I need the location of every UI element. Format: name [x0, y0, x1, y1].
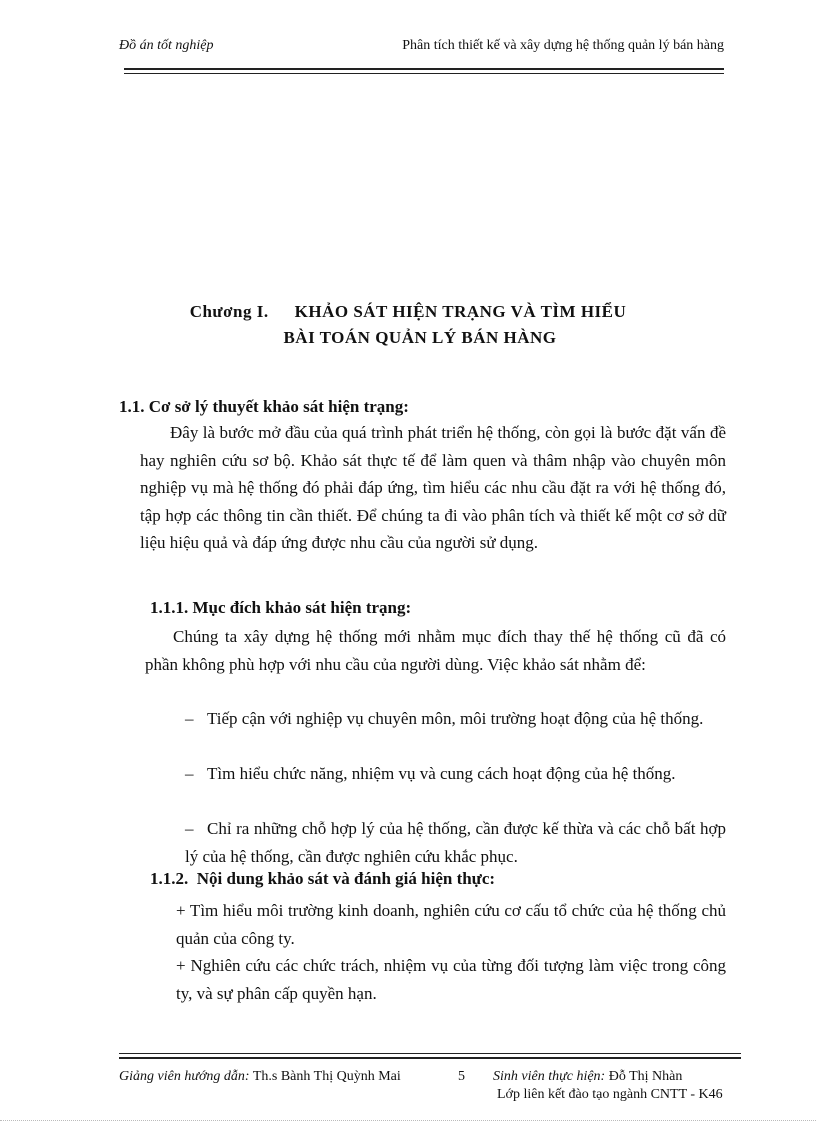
footer-student: [493, 1069, 682, 1085]
page-bottom-dotted-line: [0, 1120, 816, 1121]
dash-bullet-icon: –: [185, 709, 194, 728]
dash-bullet-icon: –: [185, 819, 194, 838]
header-divider: [124, 68, 724, 70]
heading-number: 1.1.2.: [150, 869, 189, 888]
section-paragraph-1-1-1: Chúng ta xây dựng hệ thống mới nhằm mục đích thay thế hệ thống cũ đã có phần không phù hợp với nhu cầu của người dùng. Việc khảo sát nhằm để:: [145, 627, 726, 674]
header-right-title: Phân tích thiết kế và xây dựng hệ thống quản lý bán hàng: [402, 38, 724, 53]
dash-bullet-icon: –: [185, 764, 194, 783]
section-paragraph-1-1: Đây là bước mở đầu của quá trình phát triển hệ thống, còn gọi là bước đặt vấn đề hay nghiên cứu sơ bộ. Khảo sát thực tế để làm quen và thâm nhập vào chuyên môn nghiệp vụ mà hệ thống đó phải đáp ứng, tìm hiểu các nhu cầu đặt ra với hệ thống đó, tập hợp các thông tin cần thiết. Để chúng ta đi vào phân tích và thiết kế một cơ sở dữ liệu hiệu quả và đáp ứng được nhu cầu của người sử dụng.: [140, 423, 726, 552]
list-item: [185, 760, 726, 788]
chapter-title-line-1: [0, 302, 816, 322]
footer-divider: [119, 1057, 741, 1059]
chapter-title-line-2: BÀI TOÁN QUẢN LÝ BÁN HÀNG: [283, 328, 557, 347]
chapter-title-text: KHẢO SÁT HIỆN TRẠNG VÀ TÌM HIỂU: [294, 302, 627, 321]
list-item: + Nghiên cứu các chức trách, nhiệm vụ của từng đối tượng làm việc trong công ty, và sự phân cấp quyền hạn.: [176, 956, 726, 1003]
chapter-label: Chương I.: [189, 302, 269, 321]
footer-class: Lớp liên kết đào tạo ngành CNTT - K46: [497, 1087, 723, 1102]
list-item-text: Tiếp cận với nghiệp vụ chuyên môn, môi trường hoạt động của hệ thống.: [207, 709, 704, 728]
footer-advisor: [119, 1069, 401, 1085]
student-label: Sinh viên thực hiện:: [493, 1069, 606, 1084]
list-item-text: Chỉ ra những chỗ hợp lý của hệ thống, cần được kế thừa và các chỗ bất hợp lý của hệ thống, cần được nghiên cứu khắc phục.: [185, 819, 726, 866]
header-left-title: Đồ án tốt nghiệp: [119, 38, 214, 53]
list-item: + Tìm hiểu môi trường kinh doanh, nghiên cứu cơ cấu tổ chức của hệ thống chủ quản của công ty.: [176, 901, 726, 948]
section-heading-1-1-2: [150, 869, 495, 889]
header-divider-thin: [124, 73, 724, 74]
footer-divider-thin: [119, 1053, 741, 1054]
list-item-text: Tìm hiểu chức năng, nhiệm vụ và cung cách hoạt động của hệ thống.: [207, 764, 676, 783]
list-item: [185, 705, 726, 733]
section-heading-1-1-1: 1.1.1. Mục đích khảo sát hiện trạng:: [150, 598, 412, 617]
section-heading-1-1: 1.1. Cơ sở lý thuyết khảo sát hiện trạng:: [119, 397, 409, 416]
list-item: [185, 815, 726, 870]
advisor-label: Giảng viên hướng dẫn:: [119, 1069, 250, 1084]
student-name: Đỗ Thị Nhàn: [608, 1069, 683, 1084]
heading-text: Nội dung khảo sát và đánh giá hiện thực:: [196, 869, 496, 888]
advisor-name: Th.s Bành Thị Quỳnh Mai: [252, 1069, 401, 1084]
page-number: 5: [458, 1069, 465, 1084]
